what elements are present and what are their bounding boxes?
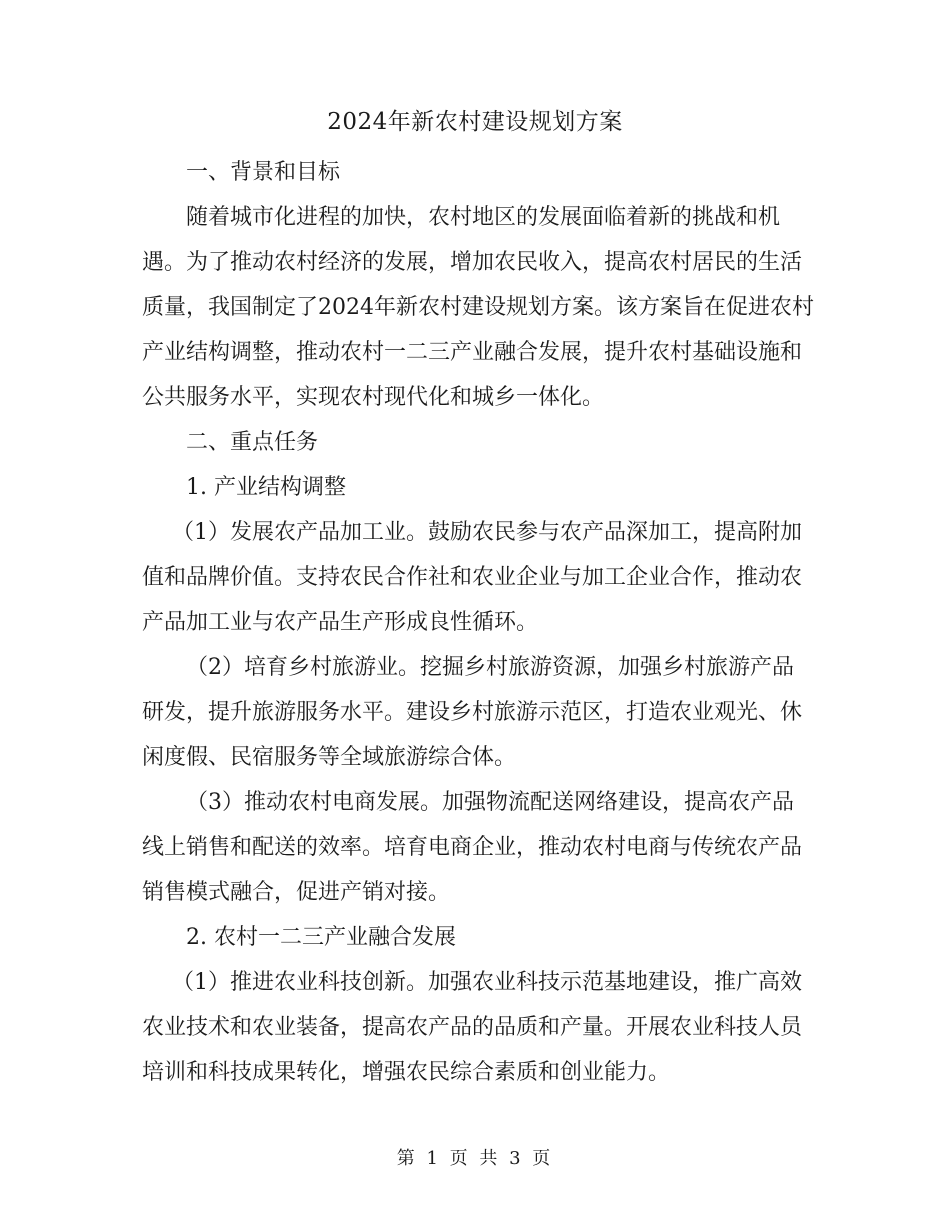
subsection-heading: 1. 产业结构调整 xyxy=(186,475,346,500)
paragraph: 随着城市化进程的加快，农村地区的发展面临着新的挑战和机遇。为了推动农村经济的发展，增加农民收入，提高农村居民的生活质量，我国制定了2024年新农村建设规划方案。该方案旨在促进农村产业结构调整，推动农村一二三产业融合发展，提升农村基础设施和公共服务水平，实现农村现代化和城乡一体化。 xyxy=(142,205,814,410)
list-item: （1）发展农产品加工业。鼓励农民参与农产品深加工，提高附加值和品牌价值。支持农民合作社和农业企业与加工企业合作，推动农产品加工业与农产品生产形成良性循环。 xyxy=(142,520,803,635)
list-item: （2）培育乡村旅游业。挖掘乡村旅游资源，加强乡村旅游产品研发，提升旅游服务水平。建设乡村旅游示范区，打造农业观光、休闲度假、民宿服务等全域旅游综合体。 xyxy=(142,655,803,770)
subsection-heading: 2. 农村一二三产业融合发展 xyxy=(186,925,456,950)
list-item: （1）推进农业科技创新。加强农业科技示范基地建设，推广高效农业技术和农业装备，提高农产品的品质和产量。开展农业科技人员培训和科技成果转化，增强农民综合素质和创业能力。 xyxy=(142,970,803,1085)
section-heading: 二、重点任务 xyxy=(186,430,319,455)
section-heading: 一、背景和目标 xyxy=(186,160,341,185)
list-item: （3）推动农村电商发展。加强物流配送网络建设，提高农产品线上销售和配送的效率。培育电商企业，推动农村电商与传统农产品销售模式融合，促进产销对接。 xyxy=(142,790,803,905)
document-body xyxy=(142,150,814,1095)
page-number: 第 1 页 共 3 页 xyxy=(396,1148,554,1169)
document-title: 2024年新农村建设规划方案 xyxy=(327,109,623,135)
